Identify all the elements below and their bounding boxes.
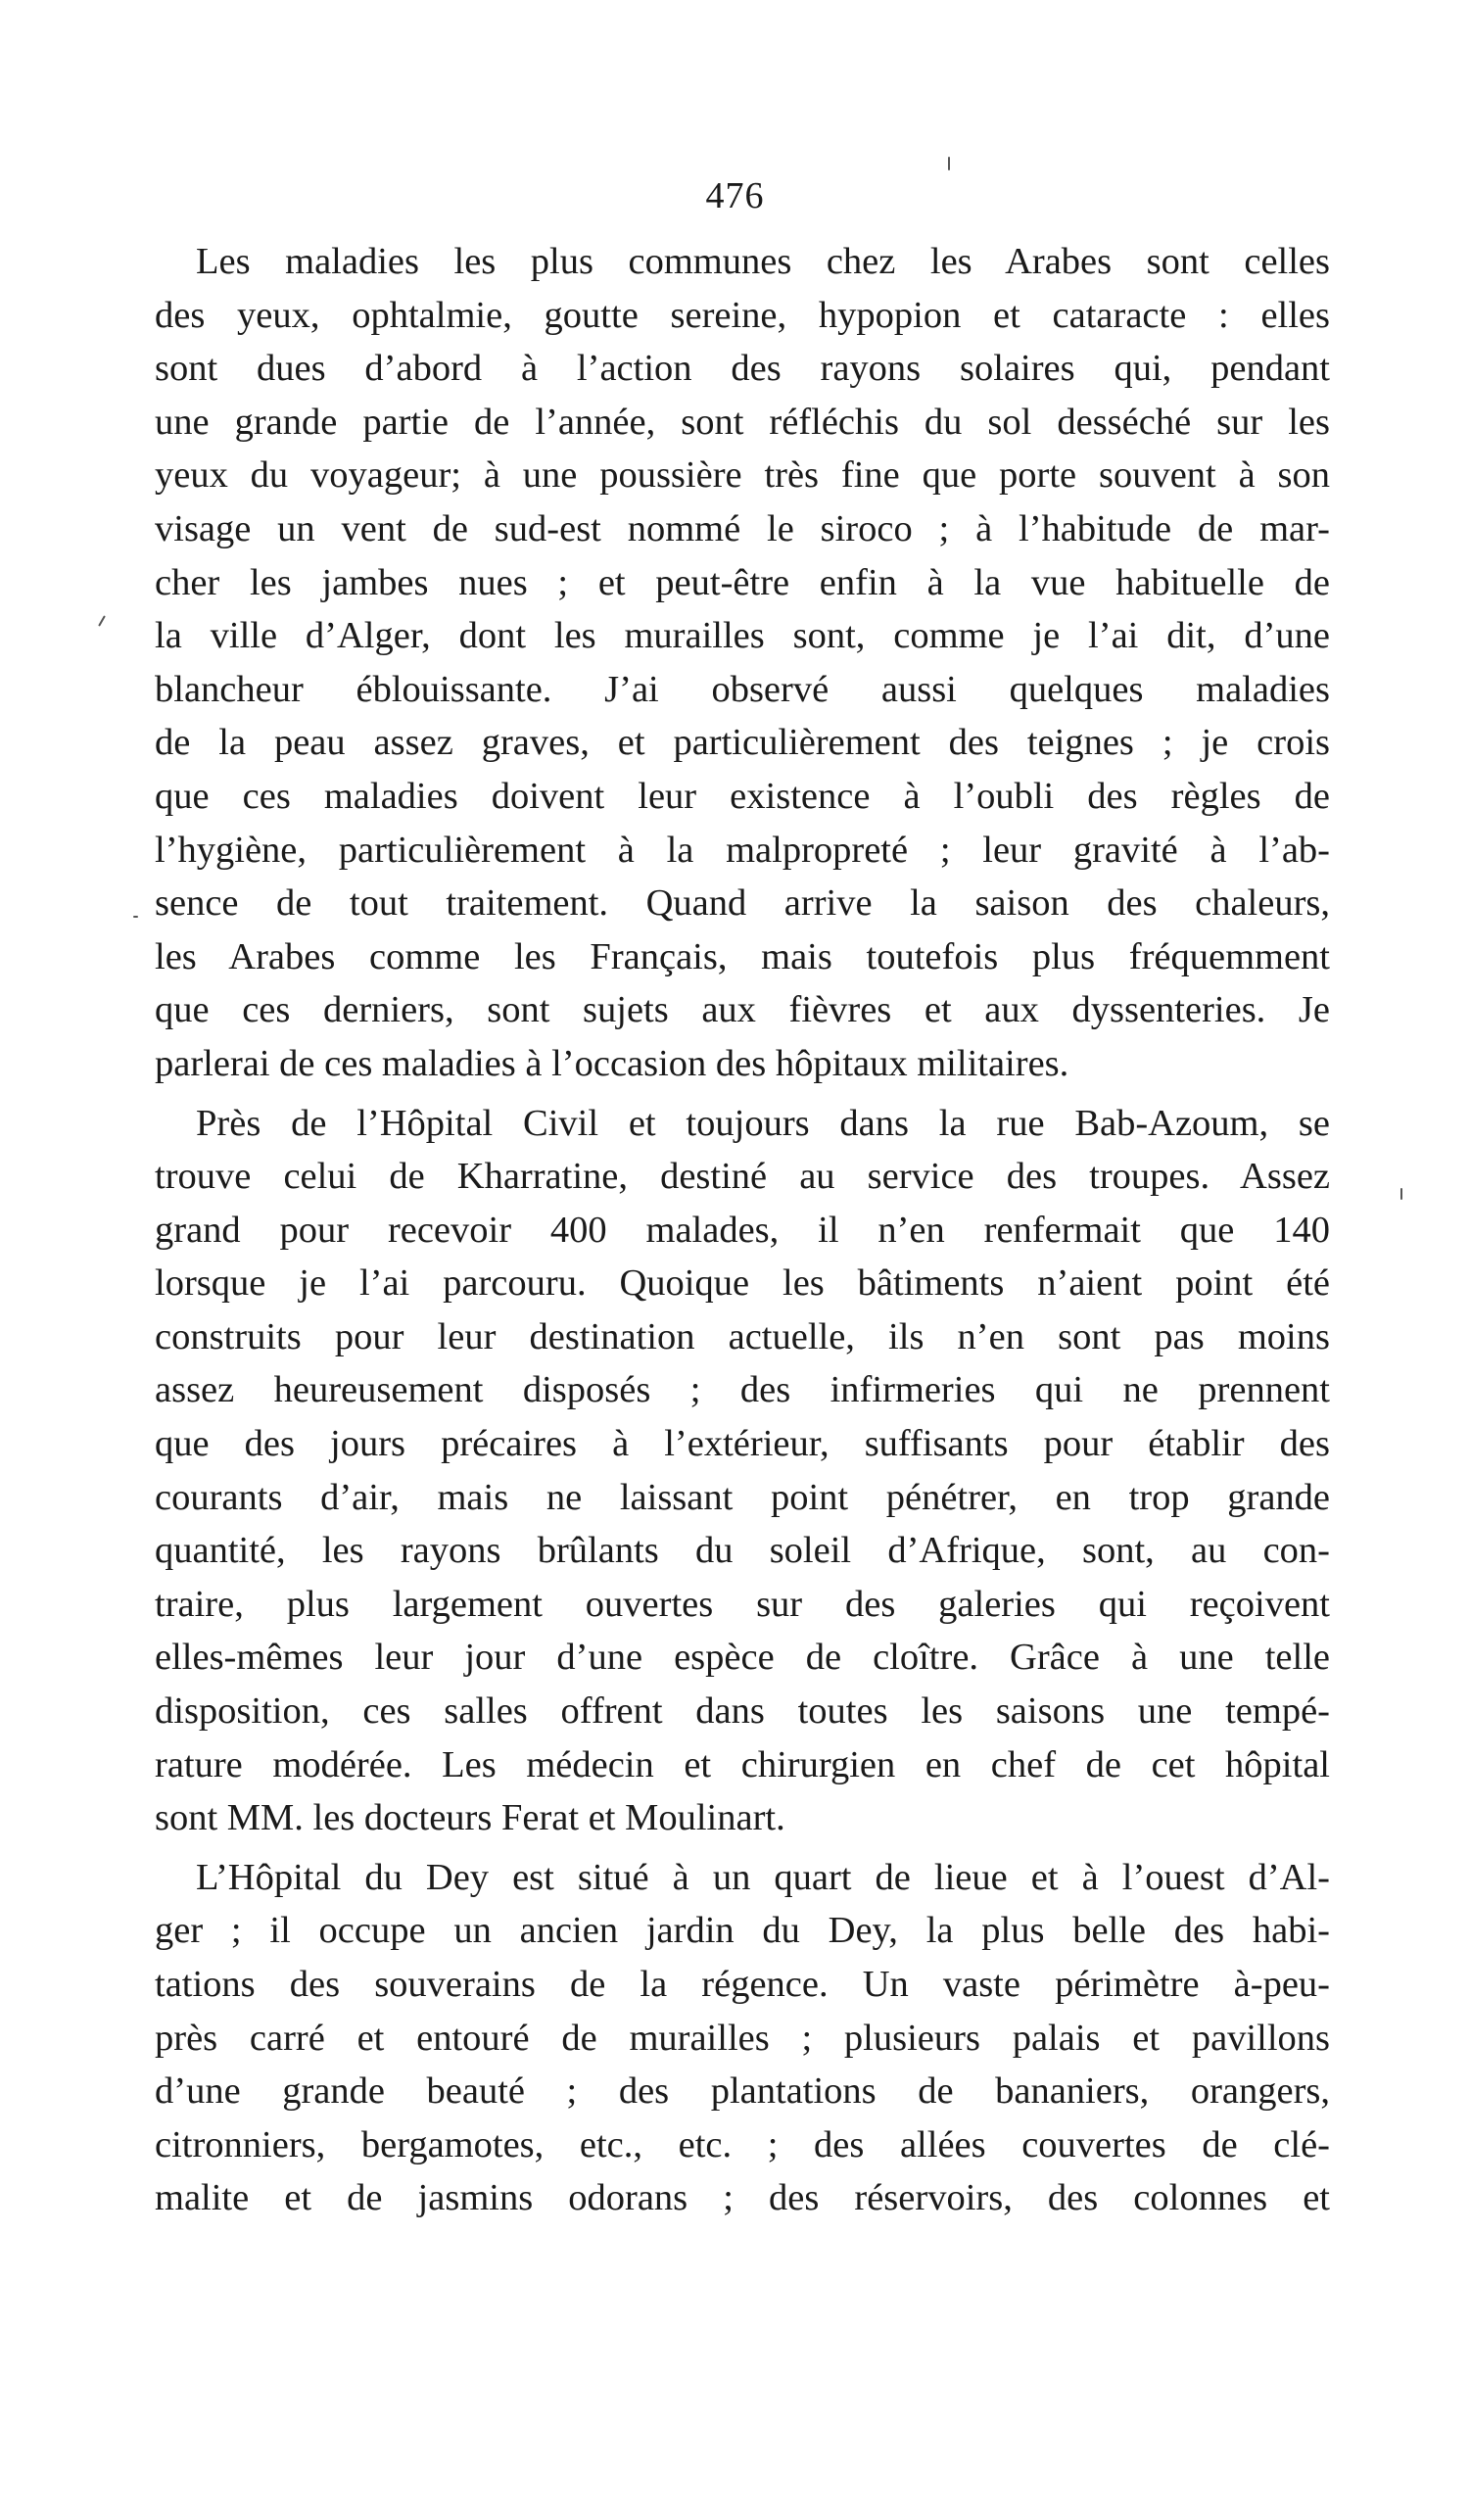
text-line: ger ; il occupe un ancien jardin du Dey, la plus belle des habi- bbox=[155, 1910, 1330, 1952]
text-line: d’une grande beauté ; des plantations de bananiers, orangers, bbox=[155, 2070, 1330, 2113]
text-line: elles-mêmes leur jour d’une espèce de cloître. Grâce à une telle bbox=[155, 1637, 1330, 1679]
text-line: sont MM. les docteurs Ferat et Moulinart. bbox=[155, 1797, 785, 1839]
text-line: visage un vent de sud-est nommé le siroco ; à l’habitude de mar- bbox=[155, 507, 1330, 549]
text-line: trouve celui de Kharratine, destiné au service des troupes. Assez bbox=[155, 1156, 1330, 1198]
text-line: L’Hôpital du Dey est situé à un quart de lieue et à l’ouest d’Al- bbox=[196, 1856, 1330, 1898]
paragraph bbox=[155, 1097, 1330, 1845]
text-line: yeux du voyageur; à une poussière très fine que porte souvent à son bbox=[155, 454, 1330, 497]
text-line: l’hygiène, particulièrement à la malpropreté ; leur gravité à l’ab- bbox=[155, 829, 1330, 871]
text-line: construits pour leur destination actuelle, ils n’en sont pas moins bbox=[155, 1315, 1330, 1357]
text-line: que ces maladies doivent leur existence à l’oubli des règles de bbox=[155, 775, 1330, 817]
text-line: sence de tout traitement. Quand arrive la saison des chaleurs, bbox=[155, 882, 1330, 925]
text-line: une grande partie de l’année, sont réfléchis du sol desséché sur les bbox=[155, 401, 1330, 443]
text-line: des yeux, ophtalmie, goutte sereine, hypopion et cataracte : elles bbox=[155, 294, 1330, 336]
text-line: la ville d’Alger, dont les murailles sont, comme je l’ai dit, d’une bbox=[155, 615, 1330, 657]
text-line: près carré et entouré de murailles ; plusieurs palais et pavillons bbox=[155, 2017, 1330, 2059]
text-line: assez heureusement disposés ; des infirmeries qui ne prennent bbox=[155, 1369, 1330, 1411]
text-line: citronniers, bergamotes, etc., etc. ; des allées couvertes de clé- bbox=[155, 2123, 1330, 2165]
text-line: sont dues d’abord à l’action des rayons solaires qui, pendant bbox=[155, 348, 1330, 390]
text-line: blancheur éblouissante. J’ai observé aussi quelques maladies bbox=[155, 668, 1330, 710]
text-line: Près de l’Hôpital Civil et toujours dans la rue Bab-Azoum, se bbox=[196, 1102, 1330, 1144]
text-line: que ces derniers, sont sujets aux fièvres et aux dyssenteries. Je bbox=[155, 989, 1330, 1031]
text-line: quantité, les rayons brûlants du soleil d’Afrique, sont, au con- bbox=[155, 1530, 1330, 1572]
scan-speck bbox=[133, 916, 138, 918]
text-line: disposition, ces salles offrent dans toutes les saisons une tempé- bbox=[155, 1690, 1330, 1733]
text-line: les Arabes comme les Français, mais toutefois plus fréquemment bbox=[155, 935, 1330, 977]
text-line: courants d’air, mais ne laissant point pénétrer, en trop grande bbox=[155, 1476, 1330, 1518]
text-line: traire, plus largement ouvertes sur des galeries qui reçoivent bbox=[155, 1583, 1330, 1625]
scan-speck bbox=[948, 157, 950, 170]
text-line: rature modérée. Les médecin et chirurgien en chef de cet hôpital bbox=[155, 1743, 1330, 1785]
paragraph bbox=[155, 235, 1330, 1091]
text-line: cher les jambes nues ; et peut-être enfin à la vue habituelle de bbox=[155, 561, 1330, 603]
text-line: tations des souverains de la régence. Un vaste périmètre à-peu- bbox=[155, 1964, 1330, 2005]
page-number: 476 bbox=[705, 175, 765, 216]
text-line: malite et de jasmins odorans ; des réservoirs, des colonnes et bbox=[155, 2177, 1330, 2219]
text-line: grand pour recevoir 400 malades, il n’en renfermait que 140 bbox=[155, 1209, 1330, 1251]
text-line: parlerai de ces maladies à l’occasion des hôpitaux militaires. bbox=[155, 1042, 1069, 1084]
paragraph bbox=[155, 1851, 1330, 2225]
text-line: que des jours précaires à l’extérieur, suffisants pour établir des bbox=[155, 1423, 1330, 1465]
text-line: de la peau assez graves, et particulièrement des teignes ; je crois bbox=[155, 722, 1330, 764]
text-line: Les maladies les plus communes chez les Arabes sont celles bbox=[196, 241, 1330, 282]
scan-speck bbox=[98, 615, 106, 626]
text-line: lorsque je l’ai parcouru. Quoique les bâtiments n’aient point été bbox=[155, 1262, 1330, 1305]
body-text bbox=[155, 235, 1330, 2225]
scan-speck bbox=[1400, 1188, 1402, 1200]
